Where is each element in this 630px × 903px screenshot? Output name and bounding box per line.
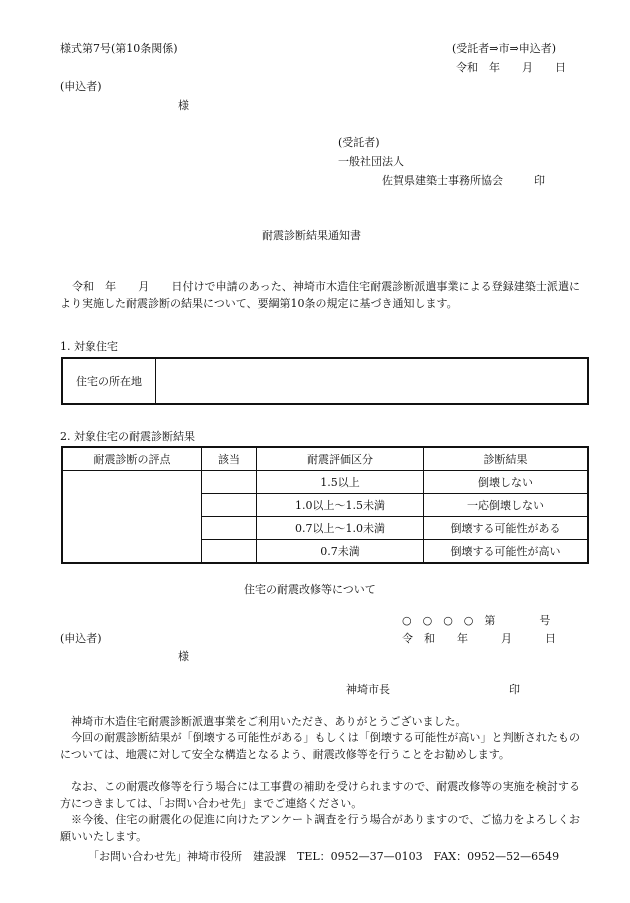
mayor-title: 神埼市長 xyxy=(346,683,390,696)
address-label: 住宅の所在地 xyxy=(62,358,156,404)
col-category: 耐震評価区分 xyxy=(257,447,424,471)
result-cell: 一応倒壊しない xyxy=(424,494,589,517)
retrofit-date: 令 和 年 月 日 xyxy=(402,632,556,645)
retrofit-paragraph-2: 今回の耐震診断結果が「倒壊する可能性がある」もしくは「倒壊する可能性が高い」と判断されたものについては、地震に対して安全な構造となるよう、耐震改修等を行うことをお勧めします。 xyxy=(60,731,580,761)
retrofit-applicant-honorific: 様 xyxy=(178,650,189,663)
retrofit-paragraph-3: なお、この耐震改修等を行う場合には工事費の補助を受けられますので、耐震改修等の実施を検討する方につきましては、「お問い合わせ先」までご連絡ください。 xyxy=(60,780,580,810)
section1-heading: 1. 対象住宅 xyxy=(60,340,118,353)
result-cell: 倒壊しない xyxy=(424,471,589,494)
result-cell: 倒壊する可能性が高い xyxy=(424,540,589,564)
intro-paragraph: 令和 年 月 日付けで申請のあった、神埼市木造住宅耐震診断派遣事業による登録建築士派遣により実施した耐震診断の結果について、要綱第10条の規定に基づき通知します。 xyxy=(60,280,580,310)
trustee-org-name: 佐賀県建築士事務所協会 xyxy=(382,174,503,187)
applicable-cell xyxy=(202,471,257,494)
form-number: 様式第7号(第10条関係) xyxy=(60,42,178,55)
table-row xyxy=(62,358,588,404)
routing-note: (受託者⇒市⇒申込者) xyxy=(452,42,557,55)
category-cell: 0.7未満 xyxy=(257,540,424,564)
col-applicable: 該当 xyxy=(202,447,257,471)
applicant-honorific: 様 xyxy=(178,99,189,112)
col-score: 耐震診断の評点 xyxy=(62,447,202,471)
retrofit-applicant-label: (申込者) xyxy=(60,632,102,645)
retrofit-number: ○ ○ ○ ○ 第 号 xyxy=(402,614,551,627)
trustee-seal: 印 xyxy=(534,174,545,187)
applicable-cell xyxy=(202,517,257,540)
address-value xyxy=(156,358,589,404)
category-cell: 1.0以上～1.5未満 xyxy=(257,494,424,517)
document-title: 耐震診断結果通知書 xyxy=(262,229,361,242)
trustee-org-type: 一般社団法人 xyxy=(338,155,404,168)
category-cell: 0.7以上～1.0未満 xyxy=(257,517,424,540)
category-cell: 1.5以上 xyxy=(257,471,424,494)
col-result: 診断結果 xyxy=(424,447,589,471)
retrofit-paragraph-4: ※今後、住宅の耐震化の促進に向けたアンケート調査を行う場合がありますので、ご協力をよろしくお願いいたします。 xyxy=(60,813,580,843)
contact-line: 「お問い合わせ先」神埼市役所 建設課 TEL：0952—37—0103 FAX：0952—52—6549 xyxy=(88,850,560,863)
applicable-cell xyxy=(202,540,257,564)
target-house-table xyxy=(61,357,589,405)
retrofit-paragraph-1: 神埼市木造住宅耐震診断派遣事業をご利用いただき、ありがとうございました。 xyxy=(71,715,467,728)
trustee-label: (受託者) xyxy=(338,136,380,149)
retrofit-title: 住宅の耐震改修等について xyxy=(244,583,376,596)
mayor-seal: 印 xyxy=(509,683,520,696)
section2-heading: 2. 対象住宅の耐震診断結果 xyxy=(60,430,195,443)
score-cell xyxy=(62,471,202,564)
applicant-label: (申込者) xyxy=(60,80,102,93)
table-header-row xyxy=(62,447,588,471)
issue-date: 令和 年 月 日 xyxy=(456,61,566,74)
table-row xyxy=(62,471,588,494)
diagnosis-result-table xyxy=(61,446,589,564)
result-cell: 倒壊する可能性がある xyxy=(424,517,589,540)
applicable-cell xyxy=(202,494,257,517)
